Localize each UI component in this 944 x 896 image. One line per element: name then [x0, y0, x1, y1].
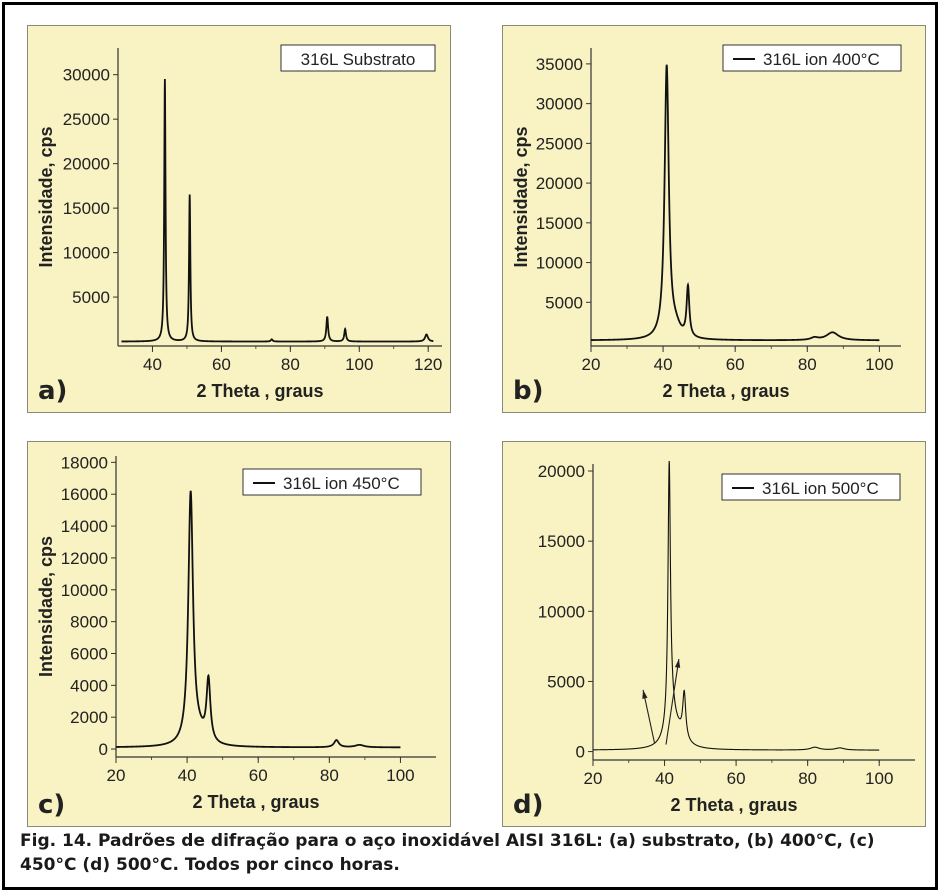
y-tick-label: 10000: [535, 253, 583, 273]
xrd-series-line: [116, 491, 400, 747]
y-tick-label: 2000: [70, 708, 108, 728]
panel-label-d: d): [513, 790, 544, 820]
x-tick-label: 60: [211, 355, 231, 374]
y-tick-label: 12000: [60, 548, 108, 568]
y-tick-label: 10000: [60, 580, 108, 600]
x-tick-label: 40: [655, 769, 675, 788]
y-tick-label: 35000: [535, 54, 583, 74]
x-tick-label: 60: [725, 355, 745, 374]
x-axis-title: 2 Theta , graus: [662, 381, 790, 401]
y-tick-label: 0: [575, 742, 585, 762]
y-axis-title: Intensidade, cps: [511, 126, 531, 268]
legend-label: 316L ion 450°C: [283, 474, 400, 493]
y-tick-label: 20000: [535, 174, 583, 194]
x-tick-label: 40: [143, 355, 162, 374]
y-tick-label: 14000: [60, 517, 108, 537]
panel-c: [27, 441, 451, 827]
x-axis-title: 2 Theta , graus: [192, 792, 320, 812]
y-tick-label: 4000: [70, 676, 108, 696]
y-tick-label: 25000: [535, 134, 583, 154]
arrow-head: [642, 690, 647, 699]
x-axis-title: 2 Theta , graus: [670, 795, 798, 815]
arrow-head: [675, 659, 680, 668]
x-tick-label: 40: [653, 355, 673, 374]
y-tick-label: 10000: [537, 602, 585, 622]
x-tick-label: 20: [583, 769, 603, 788]
xrd-chart-d: [503, 442, 927, 828]
x-tick-label: 80: [280, 355, 300, 374]
y-axis-title: Intensidade, cps: [36, 535, 56, 678]
y-axis-title: Intensidade, cps: [36, 126, 56, 268]
y-tick-label: 20000: [537, 462, 585, 482]
panel-d: [502, 441, 926, 827]
xrd-chart-c: [28, 442, 452, 828]
y-tick-label: 0: [98, 740, 108, 760]
y-tick-label: 30000: [535, 94, 583, 114]
y-tick-label: 10000: [62, 243, 110, 263]
x-axis-title: 2 Theta , graus: [196, 381, 324, 401]
y-tick-label: 15000: [62, 199, 110, 219]
x-tick-label: 100: [865, 769, 894, 788]
y-tick-label: 15000: [535, 213, 583, 233]
panel-label-a: a): [38, 376, 68, 406]
x-tick-label: 60: [726, 769, 746, 788]
figure-frame: [2, 2, 938, 890]
y-tick-label: 5000: [545, 293, 583, 313]
y-tick-label: 8000: [70, 612, 108, 632]
panel-label-c: c): [38, 790, 66, 820]
x-tick-label: 100: [865, 355, 894, 374]
x-tick-label: 80: [798, 769, 818, 788]
legend-label: 316L ion 400°C: [763, 50, 880, 69]
x-tick-label: 60: [248, 766, 268, 785]
x-tick-label: 100: [386, 766, 415, 785]
legend-label: 316L ion 500°C: [762, 479, 879, 498]
xrd-chart-a: [28, 26, 452, 414]
panel-a: [27, 25, 451, 413]
x-tick-label: 120: [414, 355, 443, 374]
legend-label: 316L Substrato: [300, 50, 416, 69]
y-tick-label: 15000: [537, 532, 585, 552]
y-tick-label: 5000: [72, 288, 110, 308]
y-tick-label: 6000: [70, 644, 108, 664]
y-tick-label: 18000: [60, 453, 108, 473]
y-tick-label: 25000: [62, 110, 110, 130]
xrd-chart-b: [503, 26, 927, 414]
x-tick-label: 20: [106, 766, 126, 785]
x-tick-label: 80: [797, 355, 817, 374]
x-tick-label: 100: [345, 355, 374, 374]
panel-label-b: b): [513, 376, 544, 406]
x-tick-label: 20: [581, 355, 601, 374]
figure-caption: Fig. 14. Padrões de difração para o aço inoxidável AISI 316L: (a) substrato, (b) 400°C, (c) 450°C (d) 500°C. Todos por cinco horas.: [20, 831, 875, 875]
xrd-series-line: [593, 461, 879, 750]
y-tick-label: 5000: [547, 672, 585, 692]
xrd-series-line: [591, 65, 879, 340]
x-tick-label: 80: [319, 766, 339, 785]
x-tick-label: 40: [177, 766, 197, 785]
y-tick-label: 20000: [62, 154, 110, 174]
y-tick-label: 30000: [62, 65, 110, 85]
y-tick-label: 16000: [60, 485, 108, 505]
panel-b: [502, 25, 926, 413]
xrd-series-line: [121, 79, 433, 342]
